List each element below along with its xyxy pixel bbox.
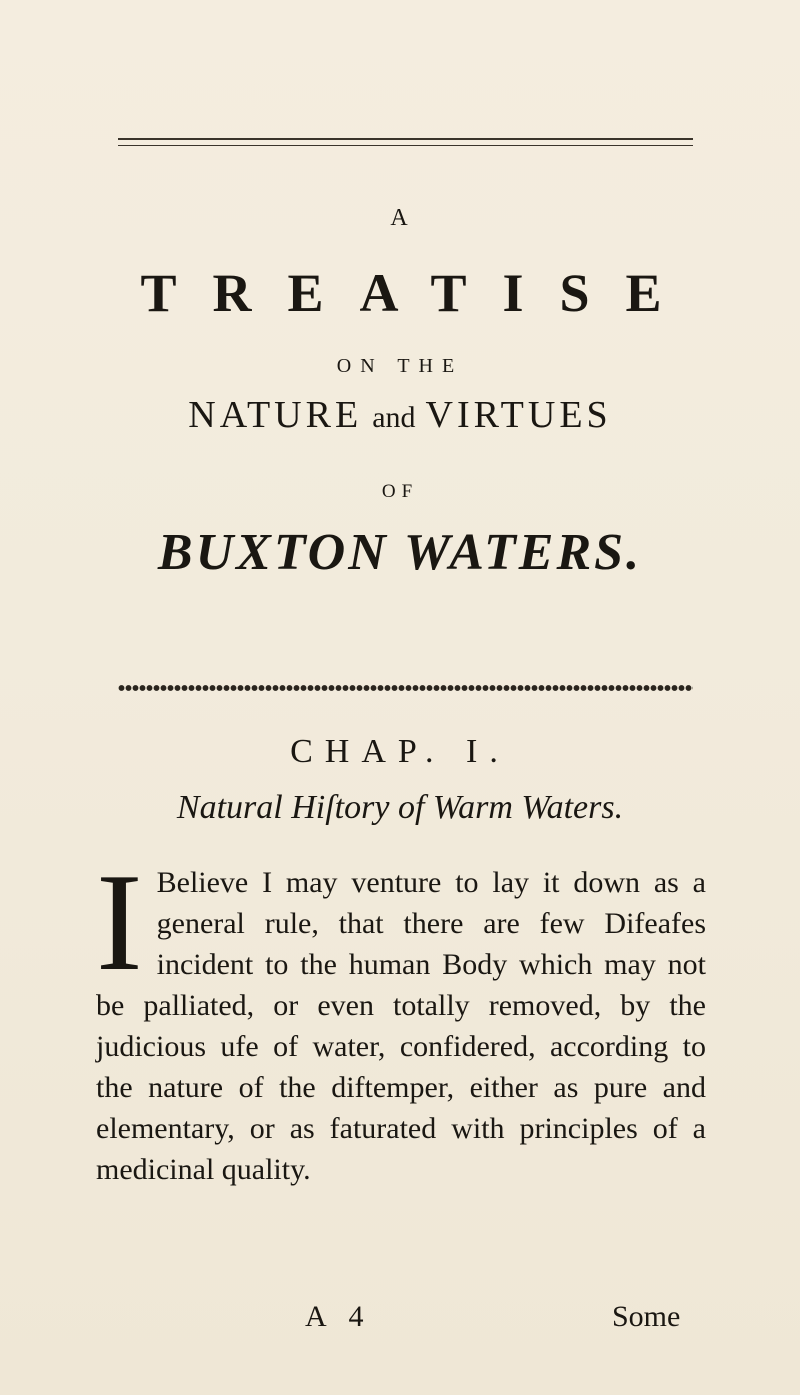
title-virtues: VIRTUES (425, 394, 612, 436)
catchword: Some (612, 1300, 681, 1333)
title-of: OF (381, 481, 419, 502)
ornamental-rule (118, 683, 693, 693)
chapter-subtitle: Natural Hiſtory of Warm Waters. (176, 789, 624, 826)
body-paragraph-block (96, 845, 706, 1190)
chapter-heading: CHAP. I. (290, 733, 510, 770)
drop-cap: I (96, 845, 143, 1000)
signature-mark: A 4 (305, 1300, 372, 1333)
title-on-the: ON THE (336, 355, 464, 377)
top-double-rule (118, 138, 693, 146)
title-nature-and-virtues (0, 393, 800, 437)
title-article: A (390, 205, 410, 231)
title-nature: NATURE (188, 394, 363, 436)
title-main: TREATISE (140, 263, 698, 323)
title-subject: BUXTON WATERS. (157, 524, 643, 581)
body-paragraph: Believe I may venture to lay it down as a general rule, that there are few Difeafes incident to the human Body which may not be palliated, or even totally removed, by the judicious ufe of water, confidered, according to the nature of the diftemper, either as pure and elementary, or as faturated with principles of a medicinal quality. (96, 866, 706, 1186)
title-and: and (372, 401, 416, 434)
